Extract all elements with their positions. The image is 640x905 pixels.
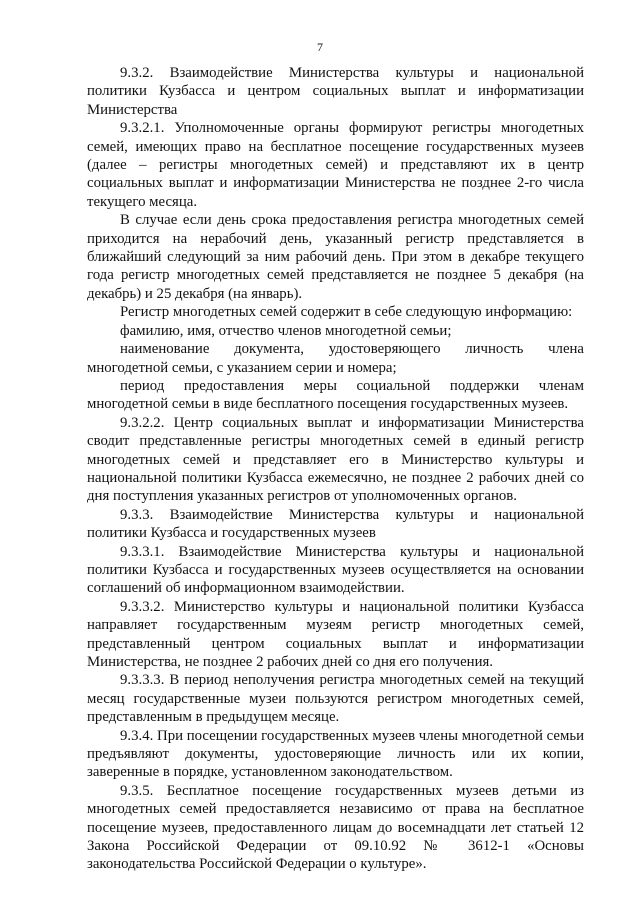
list-item-identity-document: наименование документа, удостоверяющего личность члена многодетной семьи, с указанием серии и номера;: [87, 341, 584, 376]
list-item-support-period: период предоставления меры социальной поддержки членам многодетной семьи в виде бесплатного посещения государственных музеев.: [87, 377, 584, 413]
paragraph-9-3-3-1: 9.3.3.1. Взаимодействие Министерства культуры и национальной политики Кузбасса и государственных музеев осуществляется на основании соглашений об информационном взаимодействии.: [87, 543, 584, 597]
document-body: [87, 64, 584, 874]
paragraph-deadline-holiday: В случае если день срока предоставления регистра многодетных семей приходится на нерабочий день, указанный регистр представляется в ближайший следующий за ним рабочий день. При этом в декабре текущего года регистр многодетных семей представляется не позднее 5 декабря (на декабрь) и 25 декабря (на январь).: [87, 212, 584, 302]
paragraph-9-3-2-1: 9.3.2.1. Уполномоченные органы формируют регистры многодетных семей, имеющих право на бесплатное посещение государственных музеев (далее – регистры многодетных семей) и представляют их в центр социальных выплат и информатизации Министерства не позднее 2-го числа текущего месяца.: [87, 120, 584, 210]
paragraph-9-3-3-2: 9.3.3.2. Министерство культуры и национальной политики Кузбасса направляет государственным музеям регистр многодетных семей, представленный центром социальных выплат и информатизации Министерства, не позднее 2 рабочих дней со дня его получения.: [87, 598, 584, 670]
paragraph-register-contents: Регистр многодетных семей содержит в себе следующую информацию:: [120, 304, 573, 321]
paragraph-9-3-4: 9.3.4. При посещении государственных музеев члены многодетной семьи предъявляют документы, удостоверяющие личность или их копии, заверенные в порядке, установленном законодательством.: [87, 727, 584, 781]
section-heading-9-3-2: 9.3.2. Взаимодействие Министерства культуры и национальной политики Кузбасса и центром социальных выплат и информатизации Министерства: [87, 65, 584, 118]
section-heading-9-3-3: 9.3.3. Взаимодействие Министерства культуры и национальной политики Кузбасса и государственных музеев: [87, 506, 584, 542]
paragraph-9-3-5: 9.3.5. Бесплатное посещение государственных музеев детьми из многодетных семей предоставляется независимо от права на бесплатное посещение музеев, предоставленного лицам до восемнадцати лет статьей 12 Закона Российской Федерации от 09.10.92 № 3612-1 «Основы законодательства Российской Федерации о культуре».: [87, 782, 584, 873]
paragraph-9-3-3-3: 9.3.3.3. В период неполучения регистра многодетных семей на текущий месяц государственные музеи пользуются регистром многодетных семей, представленным в предыдущем месяце.: [87, 672, 584, 726]
page-number: 7: [317, 40, 323, 54]
paragraph-9-3-2-2: 9.3.2.2. Центр социальных выплат и информатизации Министерства сводит представленные регистры многодетных семей в единый регистр многодетных семей и представляет его в Министерство культуры и национальной политики Кузбасса ежемесячно, не позднее 2 рабочих дней со дня поступления указанных регистров от уполномоченных органов.: [87, 414, 584, 505]
list-item-full-name: фамилию, имя, отчество членов многодетной семьи;: [120, 322, 452, 339]
